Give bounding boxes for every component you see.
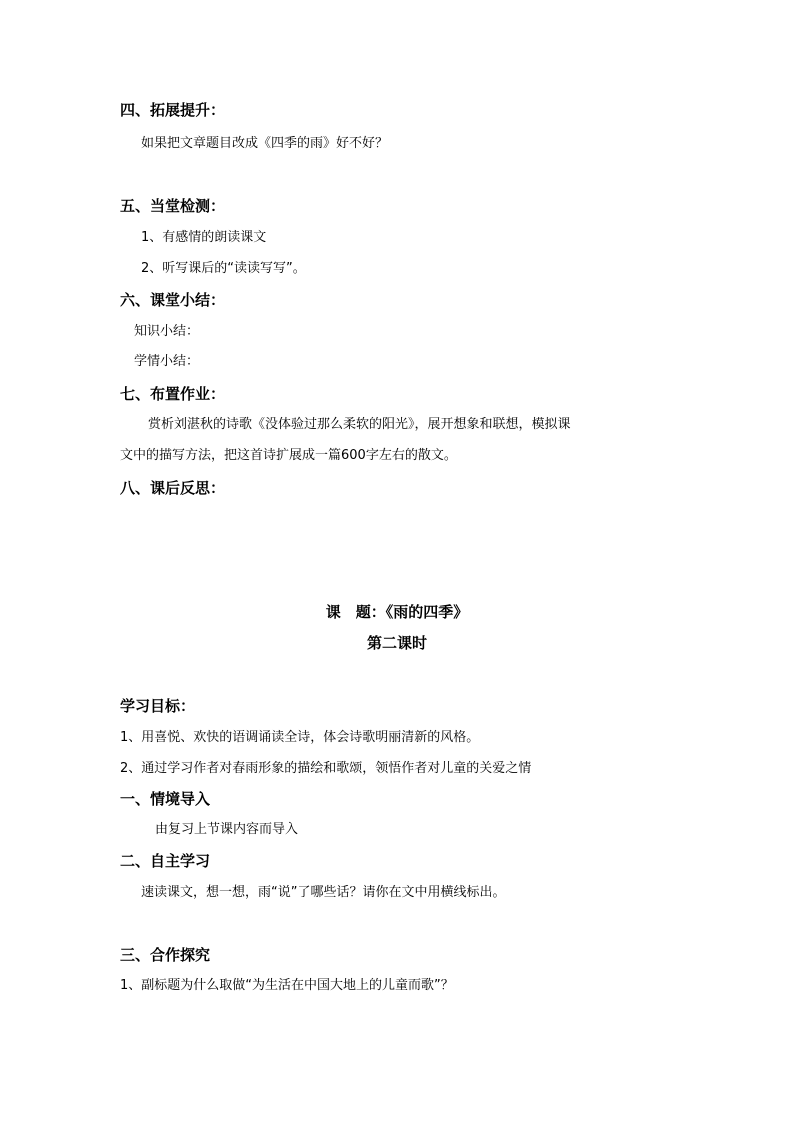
section-6-heading: 六、课堂小结： xyxy=(120,291,226,309)
section-7-heading: 七、布置作业： xyxy=(120,385,226,403)
section-5-heading: 五、当堂检测： xyxy=(120,197,226,215)
objective-item-1: 1、用喜悦、欢快的语调诵读全诗，体会诗歌明丽清新的风格。 xyxy=(120,730,480,745)
part-1-heading: 一、情境导入 xyxy=(120,790,211,808)
part-3-item-1: 1、副标题为什么取做“为生活在中国大地上的儿童而歌”？ xyxy=(120,978,454,993)
lesson-period: 第二课时 xyxy=(366,634,427,652)
part-3-heading: 三、合作探究 xyxy=(120,946,211,964)
objective-item-2: 2、通过学习作者对春雨形象的描绘和歌颂，领悟作者对儿童的关爱之情 xyxy=(120,761,532,776)
section-6-item-2: 学情小结： xyxy=(134,354,200,369)
section-5-item-2: 2、听写课后的“读读写写”。 xyxy=(141,261,306,276)
section-7-line-2: 文中的描写方法，把这首诗扩展成一篇600字左右的散文。 xyxy=(120,448,457,463)
section-4-heading: 四、拓展提升： xyxy=(120,101,226,119)
part-2-heading: 二、自主学习 xyxy=(120,852,211,870)
part-1-text: 由复习上节课内容而导入 xyxy=(155,822,299,837)
section-5-item-1: 1、有感情的朗读课文 xyxy=(141,230,267,245)
part-2-text: 速读课文，想一想，雨“说”了哪些话？请你在文中用横线标出。 xyxy=(141,885,506,900)
section-8-heading: 八、课后反思： xyxy=(120,479,226,497)
lesson-title: 课 题：《雨的四季》 xyxy=(325,603,469,621)
section-6-item-1: 知识小结： xyxy=(134,324,200,339)
section-7-line-1: 赏析刘湛秋的诗歌《没体验过那么柔软的阳光》，展开想象和联想，模拟课 xyxy=(148,417,571,432)
section-4-question: 如果把文章题目改成《四季的雨》好不好？ xyxy=(141,136,389,151)
objectives-heading: 学习目标： xyxy=(120,697,196,715)
